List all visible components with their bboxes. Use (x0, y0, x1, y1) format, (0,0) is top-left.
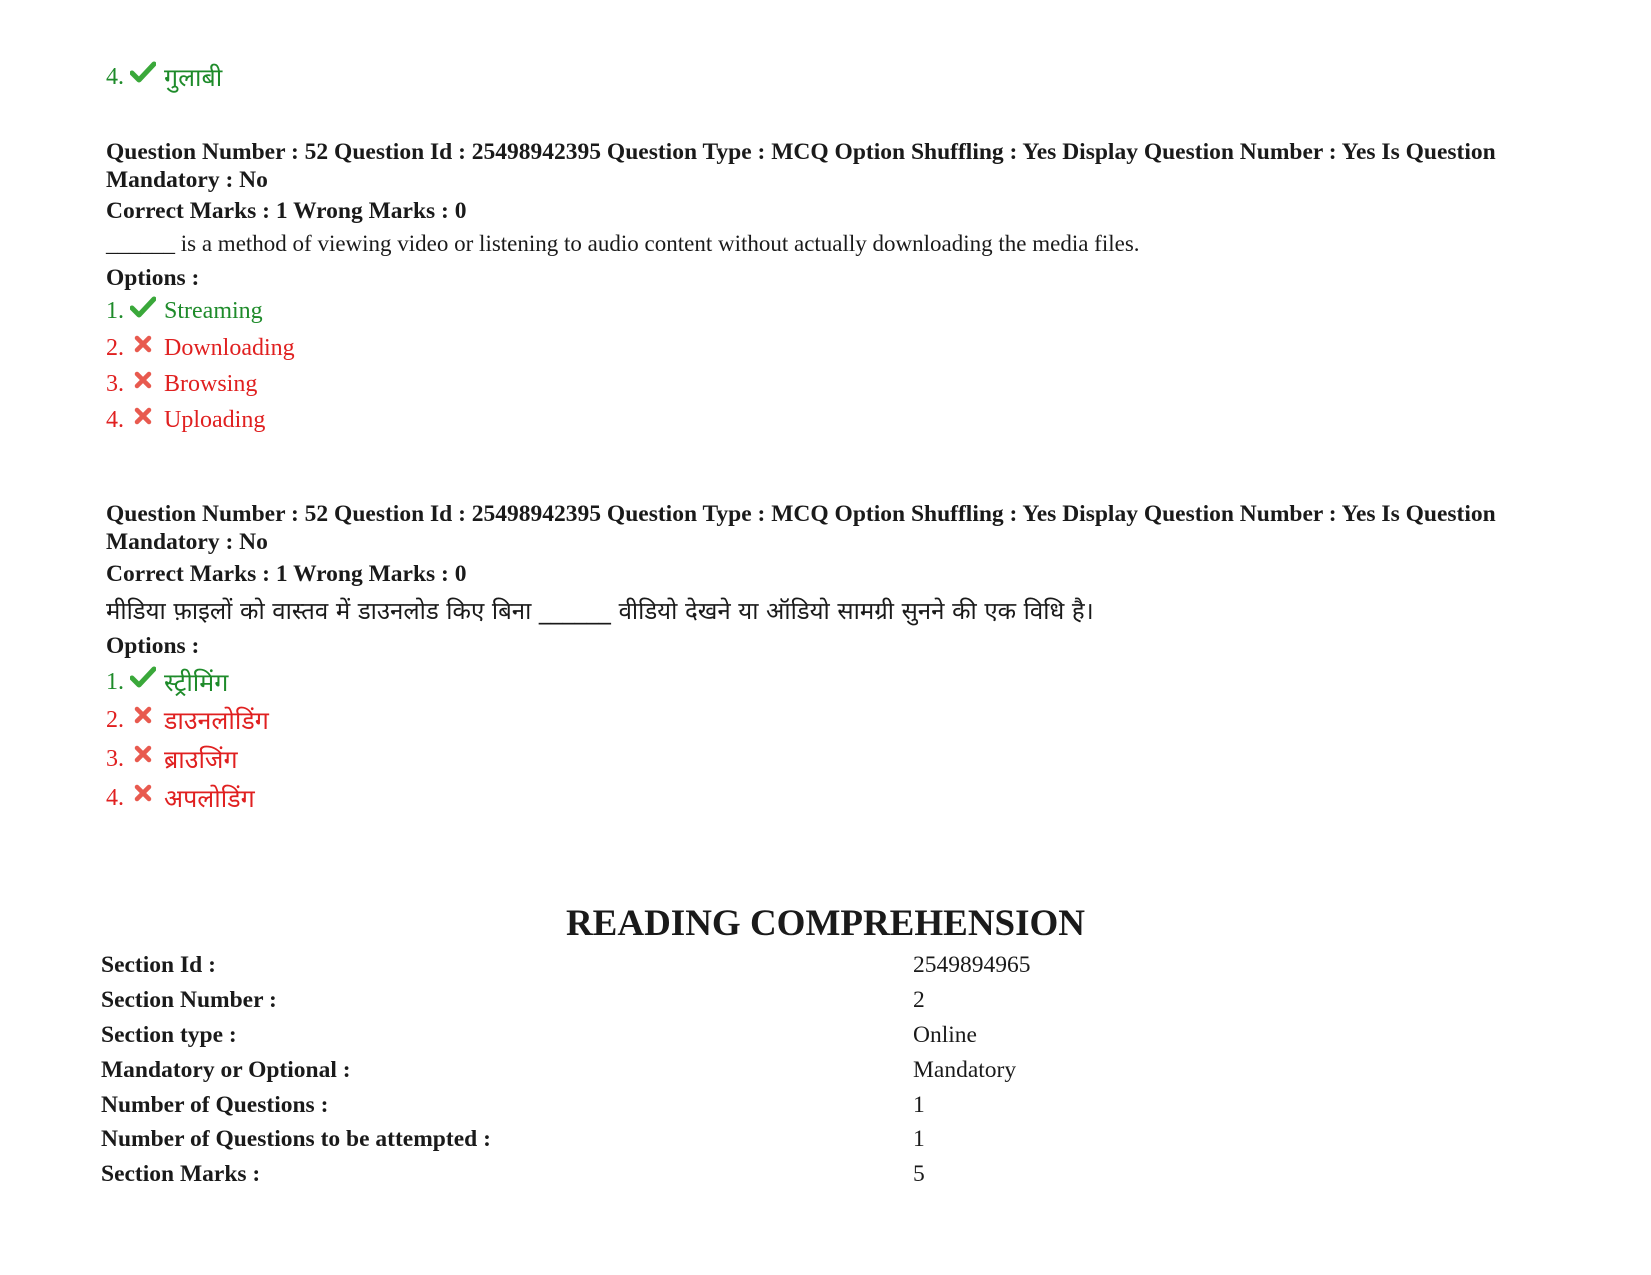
option-text: स्ट्रीमिंग (164, 668, 229, 697)
option-text: डाउनलोडिंग (164, 706, 269, 735)
option-text: ब्राउजिंग (164, 745, 238, 774)
option-text: गुलाबी (164, 63, 223, 92)
section-row (101, 1092, 1301, 1122)
section-row-value: 2549894965 (913, 952, 1031, 978)
option-row (106, 703, 269, 737)
option-text: Uploading (164, 407, 266, 433)
option-number: 1. (106, 668, 124, 695)
option-row (106, 298, 263, 325)
question-marks: Correct Marks : 1 Wrong Marks : 0 (106, 198, 467, 224)
section-row-label: Mandatory or Optional : (101, 1057, 351, 1083)
section-row-label: Number of Questions : (101, 1092, 329, 1118)
option-text: Streaming (164, 298, 263, 324)
option-row (106, 407, 265, 434)
section-row-label: Section type : (101, 1022, 237, 1048)
option-row (106, 742, 238, 776)
check-icon (130, 296, 156, 318)
section-row-value: 5 (913, 1161, 925, 1187)
section-row (101, 987, 1301, 1017)
check-icon (130, 666, 156, 688)
option-row (106, 60, 222, 94)
option-number: 4. (106, 63, 124, 90)
option-number: 4. (106, 407, 124, 433)
section-row-value: 2 (913, 987, 925, 1013)
section-row-label: Number of Questions to be attempted : (101, 1126, 491, 1152)
section-row-label: Section Number : (101, 987, 277, 1013)
option-text: Downloading (164, 335, 295, 361)
cross-icon (130, 743, 156, 765)
option-number: 3. (106, 745, 124, 772)
section-row (101, 952, 1301, 982)
cross-icon (130, 369, 156, 391)
cross-icon (130, 405, 156, 427)
section-row (101, 1057, 1301, 1087)
section-row (101, 1126, 1301, 1156)
option-row (106, 781, 255, 815)
section-row-value: 1 (913, 1126, 925, 1152)
question-text: ______ is a method of viewing video or listening to audio content without actually downloading the media files. (106, 231, 1140, 256)
options-label: Options : (106, 633, 200, 659)
options-label: Options : (106, 265, 200, 291)
option-row (106, 371, 257, 398)
check-icon (130, 61, 156, 83)
section-row-label: Section Marks : (101, 1161, 261, 1187)
cross-icon (130, 782, 156, 804)
section-row (101, 1022, 1301, 1052)
section-row-value: Online (913, 1022, 977, 1048)
section-row (101, 1161, 1301, 1191)
question-meta: Question Number : 52 Question Id : 25498942395 Question Type : MCQ Option Shuffling : Yes Display Question Number : Yes Is Question Mandatory : No (106, 501, 1496, 555)
question-meta: Question Number : 52 Question Id : 25498942395 Question Type : MCQ Option Shuffling : Yes Display Question Number : Yes Is Question Mandatory : No (106, 139, 1496, 193)
option-text: Browsing (164, 371, 258, 397)
cross-icon (130, 704, 156, 726)
option-row (106, 665, 228, 699)
cross-icon (130, 333, 156, 355)
option-number: 3. (106, 371, 124, 397)
question-text: मीडिया फ़ाइलों को वास्तव में डाउनलोड किए बिना ______ वीडियो देखने या ऑडियो सामग्री सुनने की एक विधि है। (106, 597, 1094, 625)
section-row-label: Section Id : (101, 952, 216, 978)
option-number: 2. (106, 335, 124, 361)
section-row-value: 1 (913, 1092, 925, 1118)
option-row (106, 335, 295, 362)
section-row-value: Mandatory (913, 1057, 1017, 1083)
option-number: 4. (106, 784, 124, 811)
option-number: 2. (106, 706, 124, 733)
section-title: READING COMPREHENSION (565, 903, 1086, 944)
option-text: अपलोडिंग (164, 784, 255, 813)
option-number: 1. (106, 298, 124, 324)
question-marks: Correct Marks : 1 Wrong Marks : 0 (106, 561, 467, 587)
